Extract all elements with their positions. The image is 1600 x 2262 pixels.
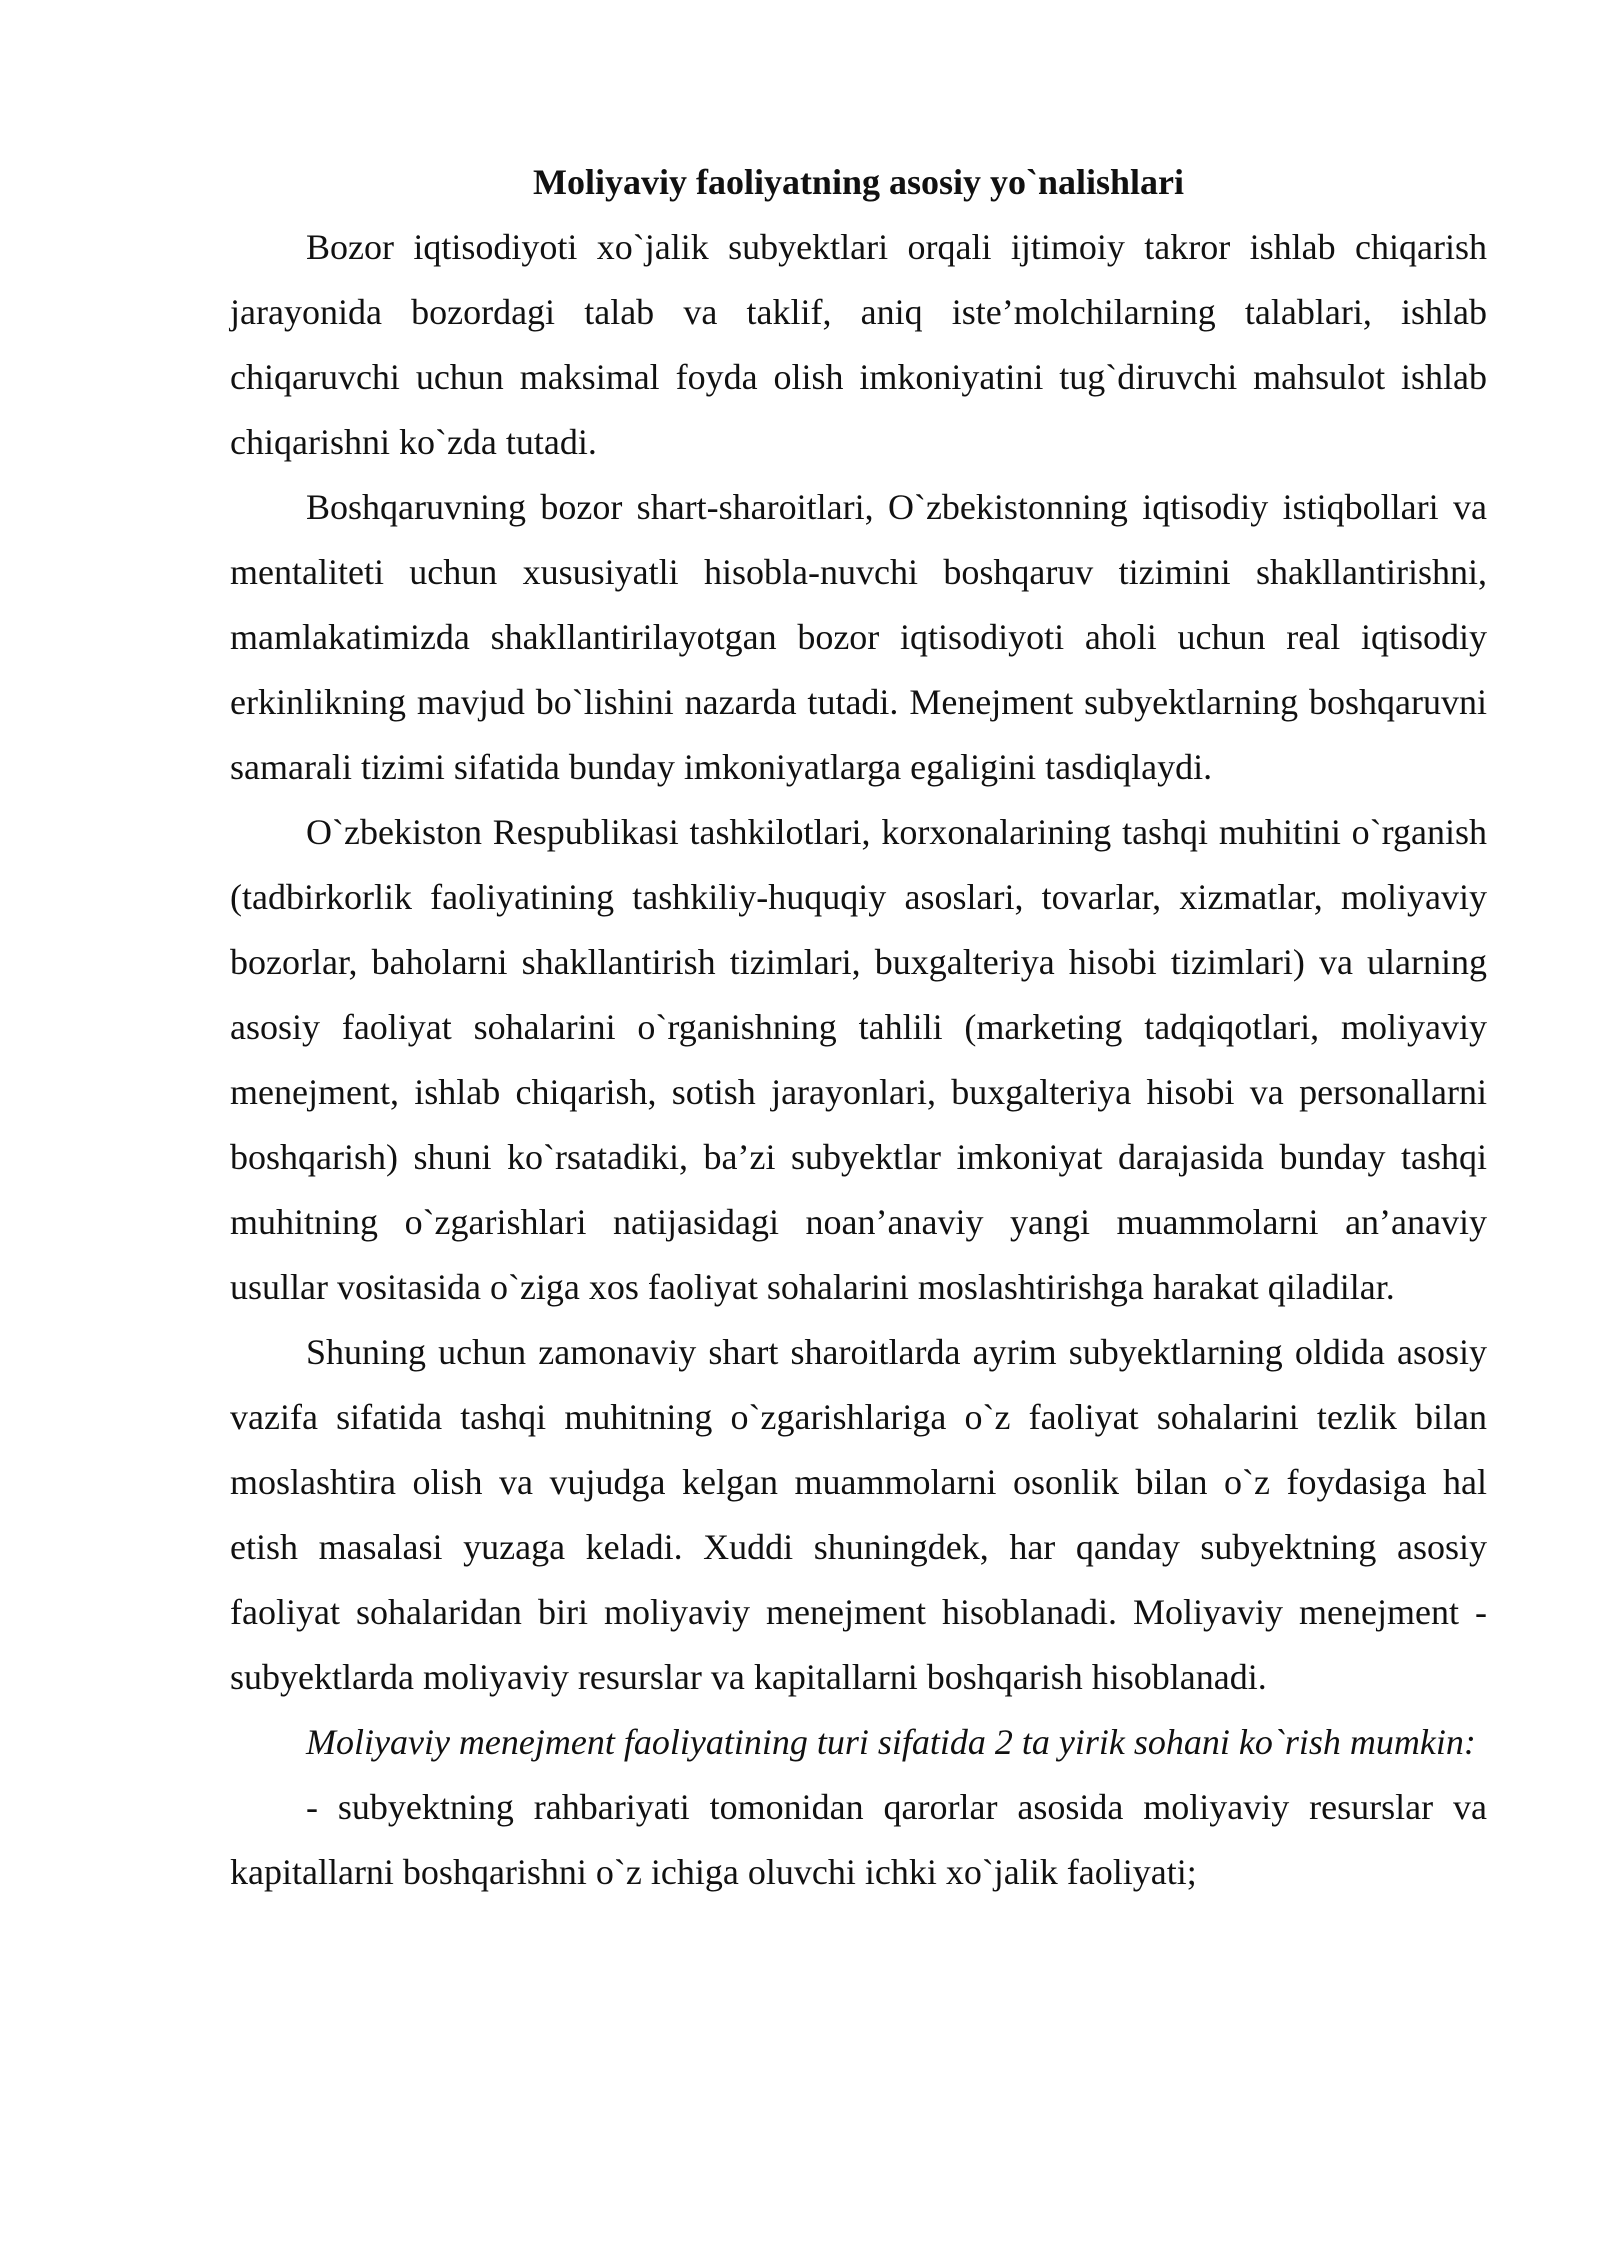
document-body (230, 150, 1487, 1905)
paragraph-management-conditions: Boshqaruvning bozor shart-sharoitlari, O`zbekistonning iqtisodiy istiqbollari va mentaliteti uchun xususiyatli hisobla-nuvchi boshqaruv tizimini shakllantirishni, mamlakatimizda shakllantirilayotgan bozor iqtisodiyoti aholi uchun real iqtisodiy erkinlikning mavjud bo`lishini nazarda tutadi. Menejment subyektlarning boshqaruvni samarali tizimi sifatida bunday imkoniyatlarga egaligini tasdiqlaydi. (230, 487, 1487, 787)
paragraph-internal-activity: - subyektning rahbariyati tomonidan qarorlar asosida moliyaviy resurslar va kapitallarni boshqarishni o`z ichiga oluvchi ichki xo`jalik faoliyati; (230, 1787, 1487, 1892)
paragraph-market-economy: Bozor iqtisodiyoti xo`jalik subyektlari orqali ijtimoiy takror ishlab chiqarish jarayonida bozordagi talab va taklif, aniq iste’molchilarning talablari, ishlab chiqaruvchi uchun maksimal foyda olish imkoniyatini tug`diruvchi mahsulot ishlab chiqarishni ko`zda tutadi. (230, 227, 1487, 462)
paragraph-financial-management: Shuning uchun zamonaviy shart sharoitlarda ayrim subyektlarning oldida asosiy vazifa sifatida tashqi muhitning o`zgarishlariga o`z faoliyat sohalarini tezlik bilan moslashtira olish va vujudga kelgan muammolarni osonlik bilan o`z foydasiga hal etish masalasi yuzaga keladi. Xuddi shuningdek, har qanday subyektning asosiy faoliyat sohalaridan biri moliyaviy menejment hisoblanadi. Moliyaviy menejment - subyektlarda moliyaviy resurslar va kapitallarni boshqarish hisoblanadi. (230, 1332, 1487, 1697)
document-title: Moliyaviy faoliyatning asosiy yo`nalishlari (532, 162, 1185, 202)
paragraph-external-environment: O`zbekiston Respublikasi tashkilotlari, korxonalarining tashqi muhitini o`rganish (tadbirkorlik faoliyatining tashkiliy-huquqiy asoslari, tovarlar, xizmatlar, moliyaviy bozorlar, baholarni shakllantirish tizimlari, buxgalteriya hisobi tizimlari) va ularning asosiy faoliyat sohalarini o`rganishning tahlili (marketing tadqiqotlari, moliyaviy menejment, ishlab chiqarish, sotish jarayonlari, buxgalteriya hisobi va personallarni boshqarish) shuni ko`rsatadiki, ba’zi subyektlar imkoniyat darajasida bunday tashqi muhitning o`zgarishlari natijasidagi noan’anaviy yangi muammolarni an’anaviy usullar vositasida o`ziga xos faoliyat sohalarini moslashtirishga harakat qiladilar. (230, 812, 1487, 1307)
paragraph-two-areas: Moliyaviy menejment faoliyatining turi sifatida 2 ta yirik sohani ko`rish mumkin: (306, 1722, 1476, 1762)
